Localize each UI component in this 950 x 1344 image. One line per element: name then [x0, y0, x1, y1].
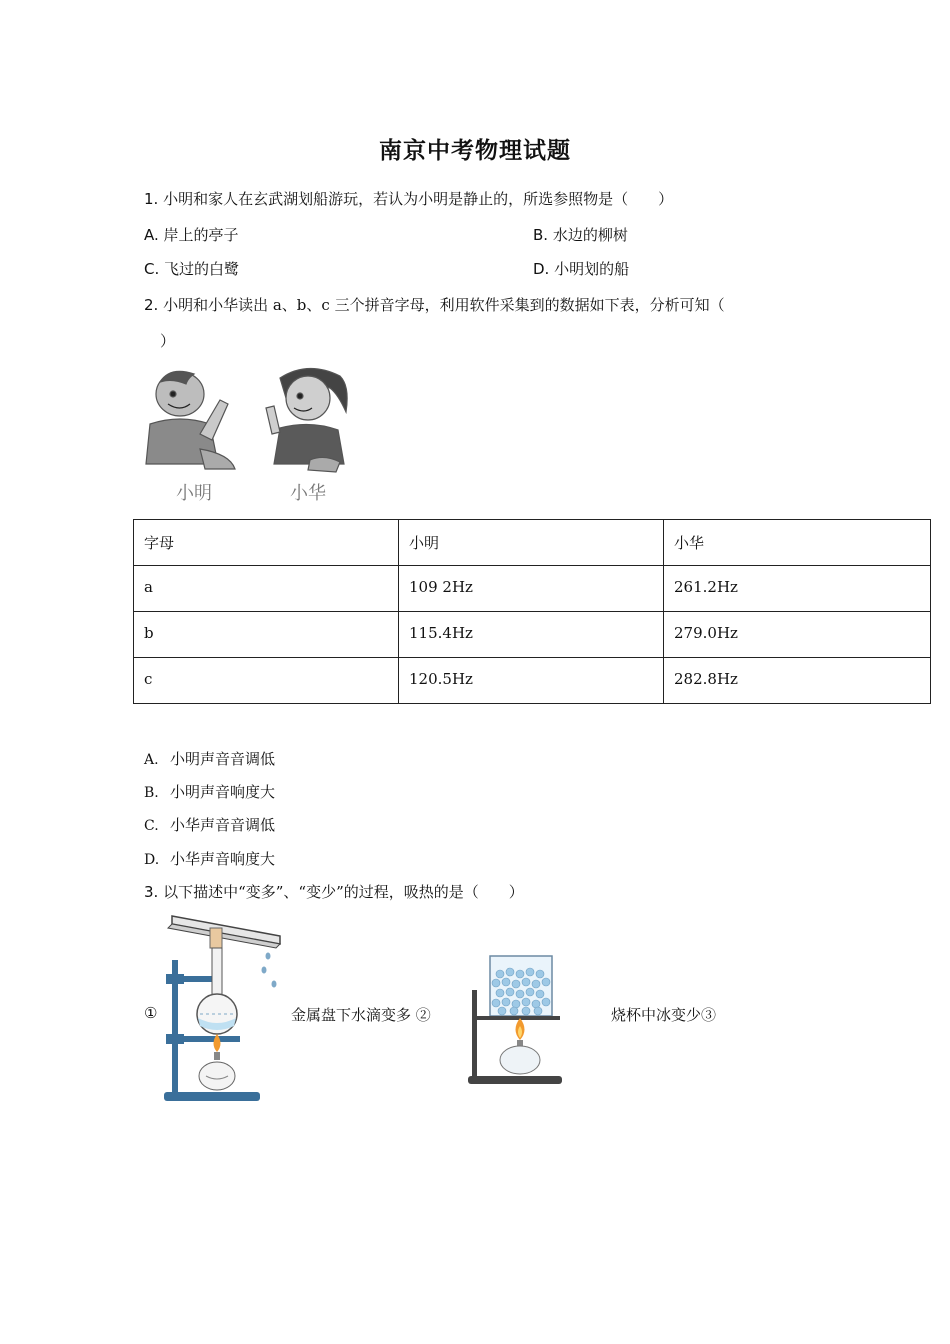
marker-1: ①: [144, 1004, 158, 1022]
caption-1: 金属盘下水滴变多 ②: [291, 1006, 431, 1024]
table-row: [134, 658, 931, 704]
xiaohua-figure: [266, 368, 347, 472]
question-3: [144, 881, 524, 902]
option-a[interactable]: A. 小明声音音调低: [144, 750, 276, 768]
question-text: 小明和小华读出 a、b、c 三个拼音字母，利用软件采集到的数据如下表，分析可知（: [163, 296, 725, 314]
question-text: 小明和家人在玄武湖划船游玩，若认为小明是静止的，所选参照物是（ ）: [163, 190, 674, 208]
table-row: [134, 612, 931, 658]
xiaoming-figure: [146, 371, 235, 469]
table-row: [134, 566, 931, 612]
option-c[interactable]: C. 小华声音音调低: [144, 816, 276, 834]
table-cell: 261.2Hz: [664, 566, 931, 612]
table-cell: 282.8Hz: [664, 658, 931, 704]
question-text-cont: ）: [160, 332, 176, 350]
table-cell: 115.4Hz: [399, 612, 664, 658]
question-2: [144, 294, 725, 315]
table-header: 字母: [134, 520, 399, 566]
table-cell: b: [134, 612, 399, 658]
caption-2: 烧杯中冰变少③: [611, 1006, 717, 1024]
distillation-apparatus-figure: [160, 910, 290, 1105]
table-cell: c: [134, 658, 399, 704]
option-b[interactable]: B. 小明声音响度大: [144, 783, 276, 801]
frequency-table: [133, 519, 931, 704]
page-title: 南京中考物理试题: [379, 137, 571, 164]
question-1: [144, 188, 673, 209]
table-header: 小华: [664, 520, 931, 566]
table-cell: 279.0Hz: [664, 612, 931, 658]
question-number: 2.: [144, 296, 159, 314]
option-b[interactable]: B. 水边的柳树: [533, 226, 628, 244]
question-number: 1.: [144, 190, 159, 208]
ice-beaker-apparatus-figure: [462, 950, 572, 1090]
option-d[interactable]: D. 小明划的船: [533, 260, 630, 278]
figure-label-xiaohua: 小华: [290, 483, 326, 504]
option-a[interactable]: A. 岸上的亭子: [144, 226, 239, 244]
table-cell: 120.5Hz: [399, 658, 664, 704]
question-number: 3.: [144, 883, 159, 901]
table-cell: 109 2Hz: [399, 566, 664, 612]
option-c[interactable]: C. 飞过的白鹭: [144, 260, 240, 278]
speakers-figure: [140, 364, 355, 506]
question-text: 以下描述中“变多”、“变少”的过程，吸热的是（ ）: [163, 883, 524, 901]
table-cell: a: [134, 566, 399, 612]
table-header: 小明: [399, 520, 664, 566]
table-header-row: [134, 520, 931, 566]
option-d[interactable]: D. 小华声音响度大: [144, 850, 276, 868]
figure-label-xiaoming: 小明: [176, 483, 212, 504]
